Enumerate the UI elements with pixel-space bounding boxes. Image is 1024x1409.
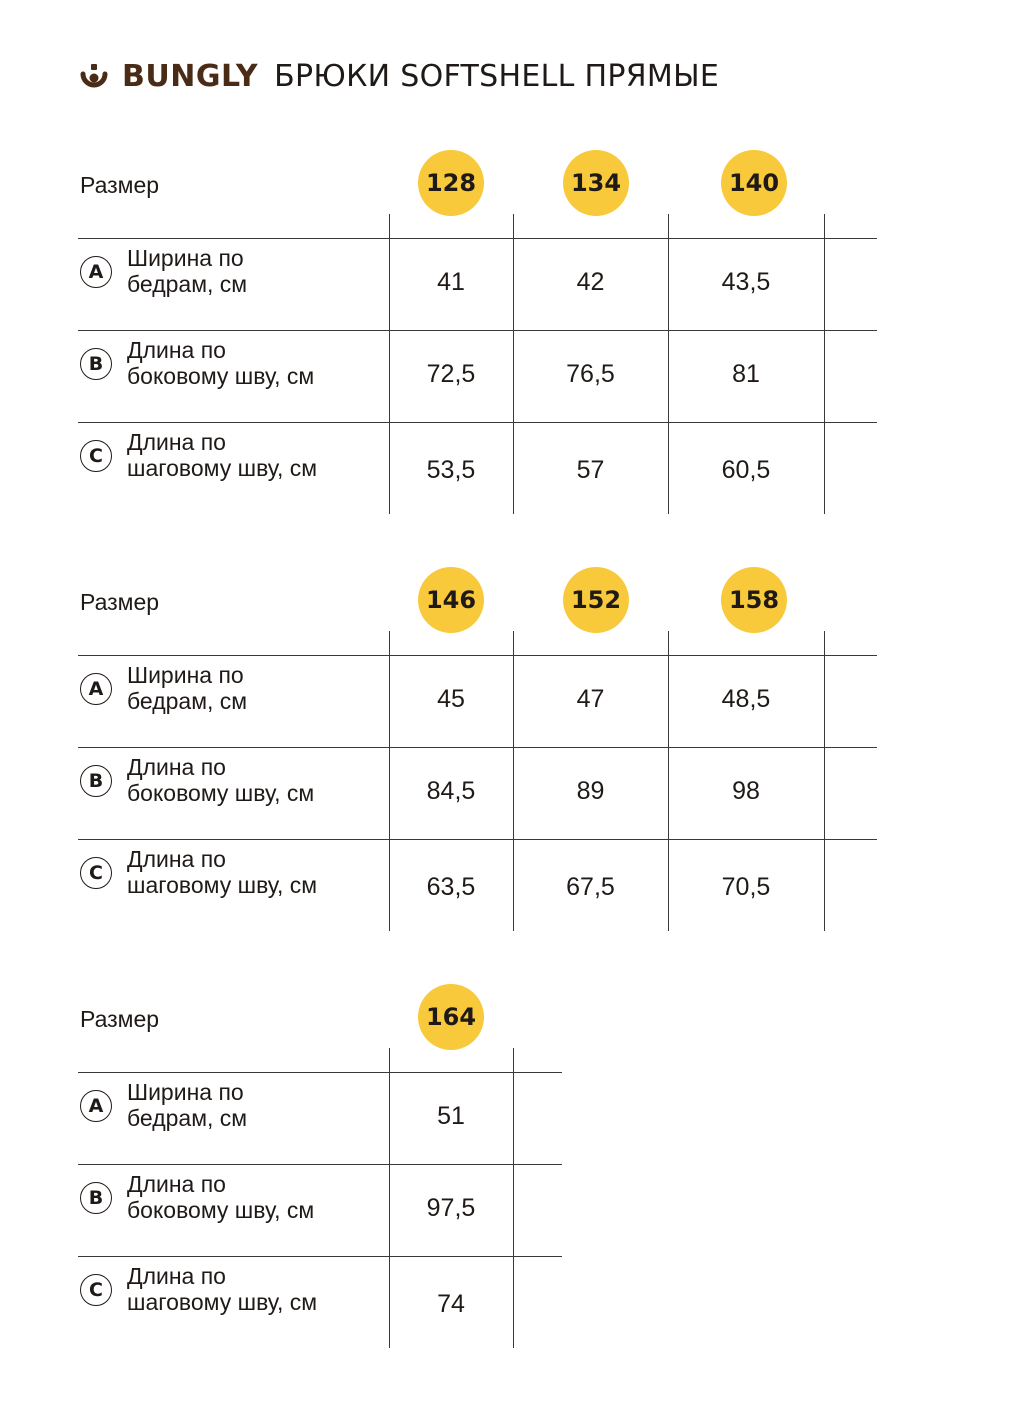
measurement-letter-badge: B xyxy=(80,348,112,380)
row-divider xyxy=(78,1072,562,1073)
measurement-letter-badge: B xyxy=(80,765,112,797)
measurement-value: 57 xyxy=(576,456,605,484)
column-divider xyxy=(824,631,825,931)
measurement-letter-badge: C xyxy=(80,440,112,472)
size-badge: 134 xyxy=(563,150,629,216)
measurement-label: Ширина по бедрам, см xyxy=(127,1079,248,1131)
size-badge: 158 xyxy=(721,567,787,633)
measurement-value: 45 xyxy=(437,685,465,713)
size-badge: 164 xyxy=(418,984,484,1050)
measurement-value: 41 xyxy=(437,268,465,296)
row-divider xyxy=(78,839,877,840)
measurement-value: 98 xyxy=(732,777,760,805)
measurement-value: 63,5 xyxy=(426,873,476,901)
brand-name: BUNGLY xyxy=(122,58,259,94)
row-divider xyxy=(78,1256,562,1257)
measurement-label: Длина по шаговому шву, см xyxy=(127,1263,318,1315)
measurement-value: 89 xyxy=(576,777,605,805)
measurement-label: Ширина по бедрам, см xyxy=(127,245,248,297)
measurement-label: Ширина по бедрам, см xyxy=(127,662,248,714)
row-divider xyxy=(78,330,877,331)
row-divider xyxy=(78,1164,562,1165)
measurement-letter-badge: A xyxy=(80,256,112,288)
measurement-letter-badge: C xyxy=(80,1274,112,1306)
measurement-value: 67,5 xyxy=(566,873,615,901)
measurement-value: 70,5 xyxy=(721,873,771,901)
measurement-label: Длина по шаговому шву, см xyxy=(127,429,318,481)
measurement-value: 48,5 xyxy=(721,685,771,713)
measurement-value: 51 xyxy=(437,1102,465,1130)
row-divider xyxy=(78,422,877,423)
column-divider xyxy=(824,214,825,514)
measurement-value: 47 xyxy=(576,685,605,713)
size-row-label: Размер xyxy=(80,589,160,615)
row-divider xyxy=(78,238,877,239)
measurement-value: 74 xyxy=(437,1290,465,1318)
product-title: БРЮКИ SOFTSHELL ПРЯМЫЕ xyxy=(274,58,720,94)
size-badge: 146 xyxy=(418,567,484,633)
measurement-label: Длина по боковому шву, см xyxy=(127,1171,315,1223)
size-badge: 128 xyxy=(418,150,484,216)
measurement-value: 43,5 xyxy=(721,268,771,296)
measurement-value: 60,5 xyxy=(721,456,771,484)
measurement-value: 97,5 xyxy=(426,1194,476,1222)
bungly-logo-icon xyxy=(80,62,108,90)
measurement-label: Длина по боковому шву, см xyxy=(127,337,315,389)
size-row-label: Размер xyxy=(80,1006,160,1032)
measurement-value: 81 xyxy=(732,360,760,388)
measurement-letter-badge: C xyxy=(80,857,112,889)
row-divider xyxy=(78,655,877,656)
measurement-label: Длина по шаговому шву, см xyxy=(127,846,318,898)
column-divider xyxy=(513,1048,514,1348)
size-row-label: Размер xyxy=(80,172,160,198)
size-badge: 140 xyxy=(721,150,787,216)
size-badge: 152 xyxy=(563,567,629,633)
measurement-value: 76,5 xyxy=(566,360,615,388)
measurement-value: 53,5 xyxy=(426,456,476,484)
measurement-label: Длина по боковому шву, см xyxy=(127,754,315,806)
row-divider xyxy=(78,747,877,748)
page-header xyxy=(80,56,719,96)
measurement-letter-badge: B xyxy=(80,1182,112,1214)
measurement-letter-badge: A xyxy=(80,1090,112,1122)
measurement-letter-badge: A xyxy=(80,673,112,705)
measurement-value: 84,5 xyxy=(426,777,476,805)
measurement-value: 42 xyxy=(576,268,605,296)
measurement-value: 72,5 xyxy=(426,360,476,388)
